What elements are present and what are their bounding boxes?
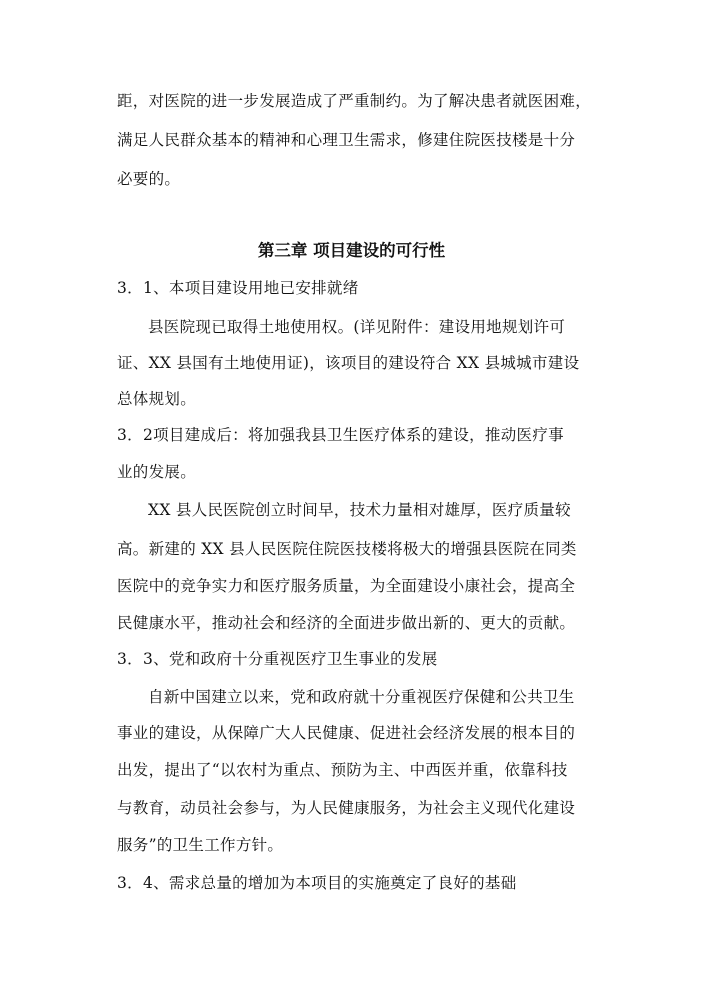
body-line: 服务”的卫生工作方针。 — [117, 836, 284, 854]
section-heading-3-2-cont: 业的发展。 — [117, 463, 197, 481]
section-heading-3-1: 3．1、本项目建设用地已安排就绪 — [117, 279, 359, 297]
body-line: 证、XX 县国有土地使用证)，该项目的建设符合 XX 县城城市建设 — [117, 354, 580, 372]
body-line: 县医院现已取得土地使用权。(详见附件：建设用地规划许可 — [148, 318, 566, 336]
body-line: 事业的建设，从保障广大人民健康、促进社会经济发展的根本目的 — [117, 724, 576, 742]
body-line: 高。新建的 XX 县人民医院住院医技楼将极大的增强县医院在同类 — [117, 540, 577, 558]
body-line: 与教育，动员社会参与，为人民健康服务，为社会主义现代化建设 — [117, 799, 576, 817]
body-line: 医院中的竞争实力和医疗服务质量，为全面建设小康社会，提高全 — [117, 577, 576, 595]
body-line: 必要的。 — [117, 170, 181, 188]
body-line: 民健康水平，推动社会和经济的全面进步做出新的、更大的贡献。 — [117, 614, 576, 632]
body-line: 出发，提出了“以农村为重点、预防为主、中西医并重，依靠科技 — [117, 761, 568, 779]
body-line: XX 县人民医院创立时间早，技术力量相对雄厚，医疗质量较 — [148, 501, 571, 519]
section-heading-3-2: 3．2项目建成后：将加强我县卫生医疗体系的建设，推动医疗事 — [117, 426, 564, 444]
body-line: 距，对医院的进一步发展造成了严重制约。为了解决患者就医困难， — [117, 92, 592, 110]
section-heading-3-3: 3．3、党和政府十分重视医疗卫生事业的发展 — [117, 650, 438, 668]
body-line: 满足人民群众基本的精神和心理卫生需求，修建住院医技楼是十分 — [117, 131, 576, 149]
section-heading-3-4: 3．4、需求总量的增加为本项目的实施奠定了良好的基础 — [117, 874, 517, 892]
body-line: 总体规划。 — [117, 390, 197, 408]
chapter-title: 第三章 项目建设的可行性 — [257, 241, 446, 260]
body-line: 自新中国建立以来，党和政府就十分重视医疗保健和公共卫生 — [148, 688, 575, 706]
